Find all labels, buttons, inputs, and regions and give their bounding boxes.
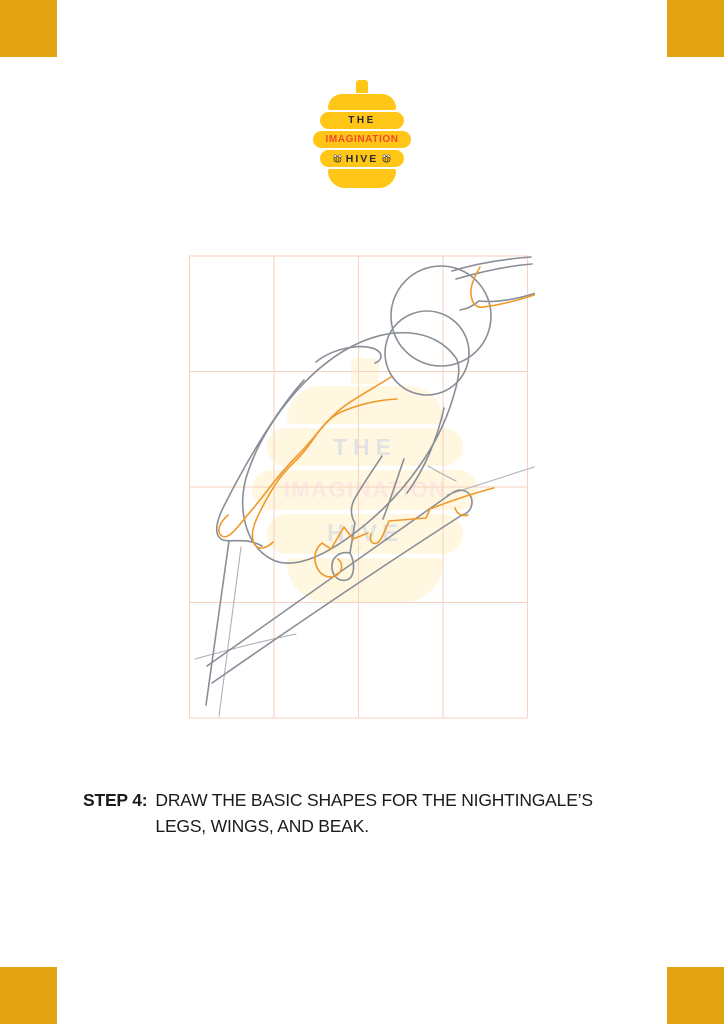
nightingale-sketch: [185, 250, 535, 722]
corner-accent-bottom-right: [667, 967, 724, 1024]
tail-guide-line: [219, 547, 241, 716]
step-caption: [83, 787, 593, 839]
step-text: [155, 787, 592, 839]
corner-accent-bottom-left: [0, 967, 57, 1024]
body-egg-outline: [243, 333, 459, 563]
hive-stem: [356, 80, 368, 93]
beak-upper-line: [452, 257, 531, 271]
watermark-word-hive: HIVE: [267, 514, 463, 554]
logo-word-imagination: IMAGINATION: [313, 131, 411, 148]
bee-icon: [381, 154, 392, 163]
sketch-orange-lines: [219, 267, 535, 577]
sketch-light-lines: [195, 466, 535, 716]
step-label: STEP 4:: [83, 790, 148, 810]
tail-cross-stroke: [195, 634, 296, 659]
logo-word-the: THE: [320, 112, 404, 129]
hive-bottom-dome: [328, 169, 396, 188]
watermark-word-imagination: IMAGINATION: [252, 470, 478, 510]
step-text-line2: LEGS, WINGS, AND BEAK.: [155, 816, 369, 836]
leg-guide-line: [428, 466, 456, 481]
step-text-line1: DRAW THE BASIC SHAPES FOR THE NIGHTINGALE’S: [155, 790, 593, 810]
logo-word-hive-text: HIVE: [345, 152, 379, 165]
shoulder-hook-curve: [316, 347, 381, 363]
corner-accent-top-left: [0, 0, 57, 57]
sketch-gray-lines: [206, 257, 535, 705]
tail-line: [206, 541, 229, 705]
watermark-word-the: THE: [267, 428, 463, 466]
left-toes-orange: [315, 527, 368, 577]
imagination-hive-logo: [313, 80, 411, 192]
bee-icon: [332, 154, 343, 163]
branch-end-orange: [455, 508, 468, 516]
breast-leg-divider: [407, 408, 444, 493]
drawing-grid: [190, 256, 528, 718]
corner-accent-top-right: [667, 0, 724, 57]
logo-word-hive: [320, 150, 404, 167]
wing-braid-strand-a: [219, 377, 391, 537]
hive-top-dome: [328, 94, 396, 110]
